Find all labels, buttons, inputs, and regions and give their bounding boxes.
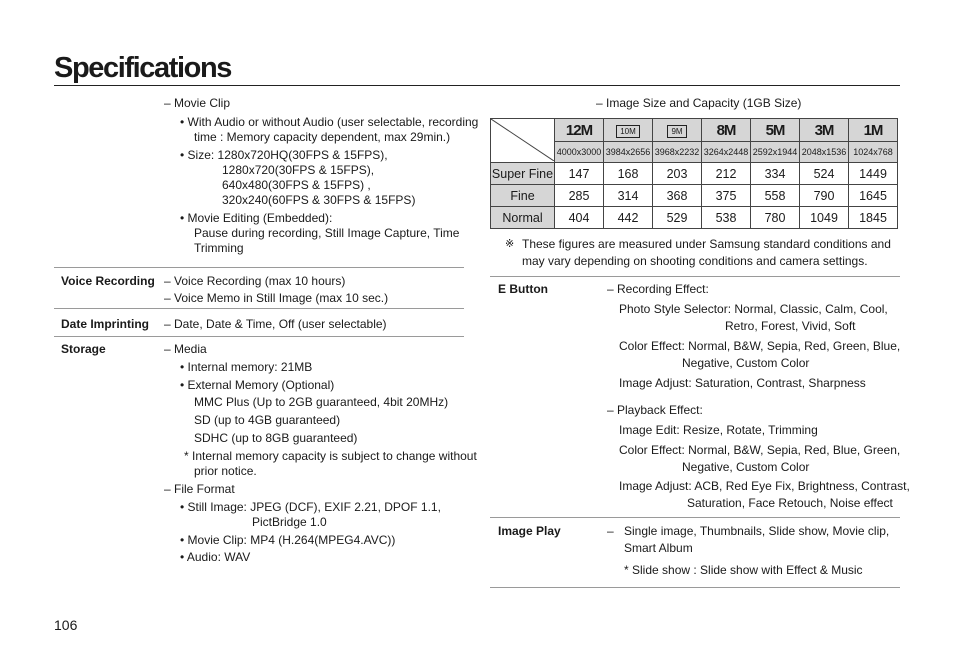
image-adjust: Image Adjust: Saturation, Contrast, Sharpness <box>619 376 866 390</box>
movie-clip-size-line1: • Size: 1280x720HQ(30FPS & 15FPS), <box>180 148 388 162</box>
image-play-label: Image Play <box>498 524 561 538</box>
table-cell: 1449 <box>849 163 898 185</box>
movie-clip-heading: – Movie Clip <box>164 96 231 110</box>
movie-clip-size-line4: 320x240(60FPS & 30FPS & 15FPS) <box>222 193 416 207</box>
storage-label: Storage <box>61 342 106 356</box>
table-row <box>491 163 898 185</box>
playback-adjust-line1: Image Adjust: ACB, Red Eye Fix, Brightness, Contrast, <box>619 479 910 493</box>
storage-still-line2: PictBridge 1.0 <box>252 515 327 529</box>
playback-adjust-line2: Saturation, Face Retouch, Noise effect <box>687 496 893 510</box>
quality-label: Normal <box>491 207 555 229</box>
table-cell: 375 <box>702 185 751 207</box>
table-cell: 212 <box>702 163 751 185</box>
table-cell: 790 <box>800 185 849 207</box>
page-number: 106 <box>54 617 78 633</box>
playback-effect-heading: – Playback Effect: <box>607 403 703 417</box>
resolution-cell: 3984x2656 <box>604 142 653 163</box>
storage-sd: SD (up to 4GB guaranteed) <box>194 413 341 427</box>
voice-recording-line1: – Voice Recording (max 10 hours) <box>164 274 346 288</box>
storage-note-line2: prior notice. <box>194 464 257 478</box>
playback-color-line2: Negative, Custom Color <box>682 460 810 474</box>
voice-recording-line2: – Voice Memo in Still Image (max 10 sec.) <box>164 291 389 305</box>
photo-style-line1: Photo Style Selector: Normal, Classic, Calm, Cool, <box>619 302 888 316</box>
table-cell: 780 <box>751 207 800 229</box>
quality-label: Fine <box>491 185 555 207</box>
voice-recording-label: Voice Recording <box>61 274 155 288</box>
capacity-table <box>490 118 898 229</box>
size-icon-5m: 5M <box>751 119 800 142</box>
section-divider <box>490 517 900 518</box>
color-effect-line2: Negative, Custom Color <box>682 356 810 370</box>
table-row <box>491 207 898 229</box>
table-cell: 1645 <box>849 185 898 207</box>
size-icon-10m: 10M <box>604 119 653 142</box>
footnote-line2: may vary depending on shooting conditions and camera settings. <box>522 254 868 268</box>
storage-still-line1: • Still Image: JPEG (DCF), EXIF 2.21, DPOF 1.1, <box>180 500 441 514</box>
storage-external: • External Memory (Optional) <box>180 378 335 392</box>
table-cell: 168 <box>604 163 653 185</box>
section-divider <box>490 587 900 588</box>
section-divider <box>54 336 464 337</box>
size-icon-1m: 1M <box>849 119 898 142</box>
resolution-cell: 3264x2448 <box>702 142 751 163</box>
table-cell: 203 <box>653 163 702 185</box>
resolution-cell: 2048x1536 <box>800 142 849 163</box>
size-icon-8m: 8M <box>702 119 751 142</box>
table-row <box>491 185 898 207</box>
footnote-mark: ※ <box>505 238 515 250</box>
table-cell: 368 <box>653 185 702 207</box>
storage-file-format: – File Format <box>164 482 235 496</box>
diagonal-line <box>491 119 554 161</box>
size-icon-12m: 12M <box>555 119 604 142</box>
movie-clip-size-line2: 1280x720(30FPS & 15FPS), <box>222 163 375 177</box>
recording-effect-heading: – Recording Effect: <box>607 282 709 296</box>
title-divider-right <box>490 85 900 86</box>
date-imprinting-label: Date Imprinting <box>61 317 150 331</box>
table-cell: 1845 <box>849 207 898 229</box>
color-effect-line1: Color Effect: Normal, B&W, Sepia, Red, Green, Blue, <box>619 339 901 353</box>
storage-internal: • Internal memory: 21MB <box>180 360 313 374</box>
table-cell: 538 <box>702 207 751 229</box>
section-divider <box>54 308 464 309</box>
image-edit: Image Edit: Resize, Rotate, Trimming <box>619 423 818 437</box>
movie-clip-audio-line1: • With Audio or without Audio (user selectable, recording <box>180 115 479 129</box>
image-play-line1: Single image, Thumbnails, Slide show, Movie clip, <box>624 524 890 538</box>
image-play-line2: Smart Album <box>624 541 693 555</box>
storage-sdhc: SDHC (up to 8GB guaranteed) <box>194 431 358 445</box>
table-corner-cell <box>491 119 555 163</box>
table-cell: 404 <box>555 207 604 229</box>
image-play-line3: * Slide show : Slide show with Effect & Music <box>624 563 863 577</box>
movie-clip-editing-line1: • Movie Editing (Embedded): <box>180 211 333 225</box>
size-icon-3m: 3M <box>800 119 849 142</box>
section-divider <box>490 276 900 277</box>
movie-clip-audio-line2: time : Memory capacity dependent, max 29min.) <box>194 130 451 144</box>
section-divider <box>54 267 464 268</box>
playback-color-line1: Color Effect: Normal, B&W, Sepia, Red, Blue, Green, <box>619 443 901 457</box>
capacity-title: – Image Size and Capacity (1GB Size) <box>596 96 802 110</box>
movie-clip-editing-line2: Pause during recording, Still Image Capture, Time <box>194 226 460 240</box>
storage-movie: • Movie Clip: MP4 (H.264(MPEG4.AVC)) <box>180 533 396 547</box>
table-cell: 529 <box>653 207 702 229</box>
resolution-cell: 2592x1944 <box>751 142 800 163</box>
table-cell: 442 <box>604 207 653 229</box>
date-imprinting-line1: – Date, Date & Time, Off (user selectable) <box>164 317 387 331</box>
table-cell: 285 <box>555 185 604 207</box>
size-icon-9m: 9M <box>653 119 702 142</box>
table-cell: 334 <box>751 163 800 185</box>
e-button-label: E Button <box>498 282 548 296</box>
table-cell: 147 <box>555 163 604 185</box>
resolution-cell: 4000x3000 <box>555 142 604 163</box>
footnote-line1: These figures are measured under Samsung standard conditions and <box>522 237 891 251</box>
storage-mmc: MMC Plus (Up to 2GB guaranteed, 4bit 20MHz) <box>194 395 449 409</box>
movie-clip-size-line3: 640x480(30FPS & 15FPS) , <box>222 178 371 192</box>
resolution-cell: 3968x2232 <box>653 142 702 163</box>
table-cell: 1049 <box>800 207 849 229</box>
storage-media: – Media <box>164 342 207 356</box>
table-cell: 558 <box>751 185 800 207</box>
storage-audio: • Audio: WAV <box>180 550 251 564</box>
photo-style-line2: Retro, Forest, Vivid, Soft <box>725 319 856 333</box>
quality-label: Super Fine <box>491 163 555 185</box>
page-title: Specifications <box>54 52 232 84</box>
table-cell: 524 <box>800 163 849 185</box>
image-play-dash: – <box>607 524 614 538</box>
table-cell: 314 <box>604 185 653 207</box>
storage-note-line1: * Internal memory capacity is subject to change without <box>184 449 477 463</box>
resolution-cell: 1024x768 <box>849 142 898 163</box>
movie-clip-editing-line3: Trimming <box>194 241 244 255</box>
